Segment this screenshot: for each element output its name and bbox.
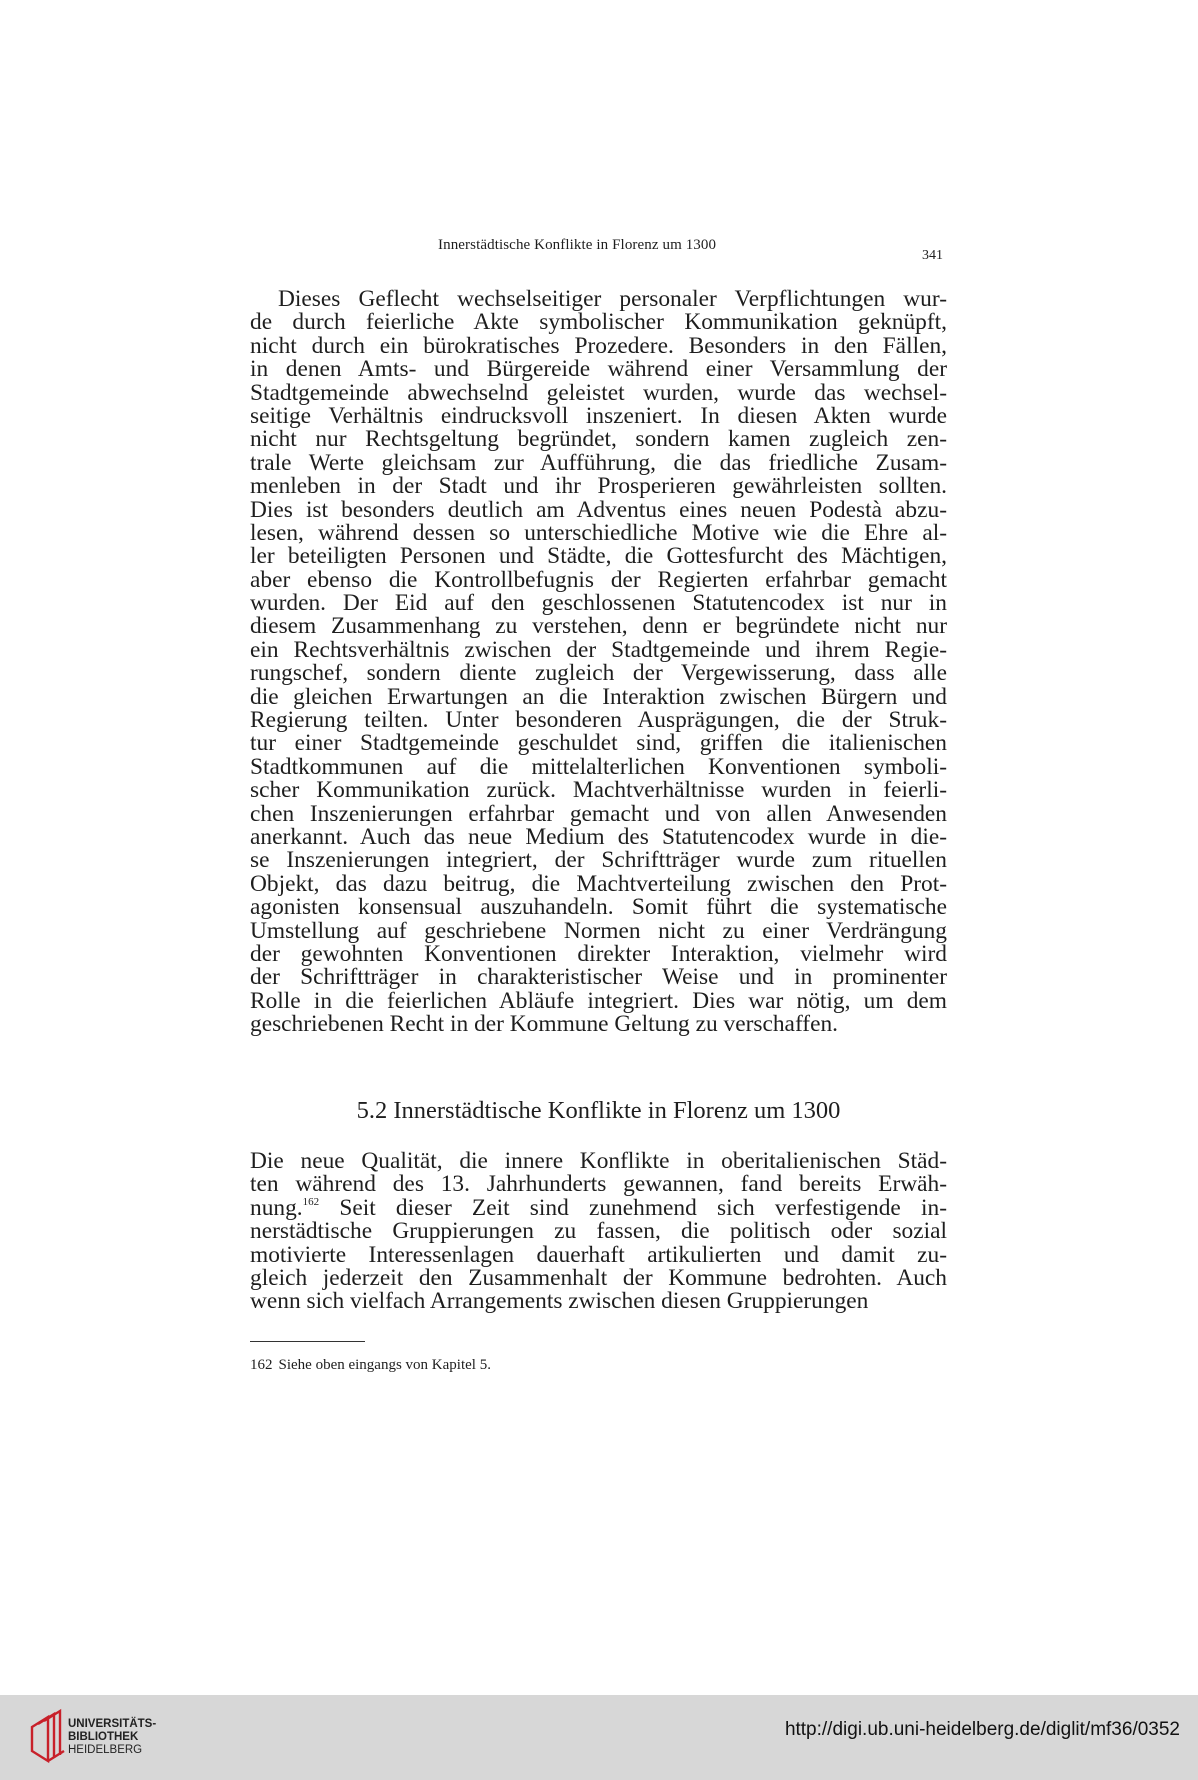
text-line: geschriebenen Recht in der Kommune Geltung zu verschaffen. (250, 1011, 839, 1038)
footnote-divider (250, 1341, 365, 1342)
text-line: diesem Zusammenhang zu verstehen, denn er begründete nicht nur (250, 613, 947, 640)
text-line: de durch feierliche Akte symbolischer Kommunikation geknüpft, (250, 309, 947, 336)
library-name (68, 1718, 156, 1757)
footnote-number: 162 (250, 1357, 273, 1373)
text-line: motivierte Interessenlagen dauerhaft artikulierten und damit zu- (250, 1241, 947, 1268)
text-line: Objekt, das dazu beitrug, die Machtverteilung zwischen den Prot- (250, 870, 947, 897)
text-fragment: nung. (250, 1194, 303, 1221)
text-line: Stadtgemeinde abwechselnd geleistet wurden, wurde das wechsel- (250, 379, 947, 406)
text-line: wurden. Der Eid auf den geschlossenen Statutencodex ist nur in (250, 590, 947, 617)
section-heading: 5.2 Innerstädtische Konflikte in Florenz um 1300 (356, 1097, 841, 1124)
text-line: wenn sich vielfach Arrangements zwischen diesen Gruppierungen (250, 1288, 869, 1315)
text-line: Rolle in die feierlichen Abläufe integriert. Dies war nötig, um dem (250, 987, 947, 1014)
text-line: der gewohnten Konventionen direkter Interaktion, vielmehr wird (250, 940, 947, 967)
text-line: anerkannt. Auch das neue Medium des Statutencodex wurde in die- (250, 823, 947, 850)
source-url-link[interactable]: http://digi.ub.uni-heidelberg.de/diglit/mf36/0352 (784, 1719, 1180, 1740)
text-line: Regierung teilten. Unter besonderen Ausprägungen, die der Struk- (250, 707, 947, 734)
text-line: scher Kommunikation zurück. Machtverhältnisse wurden in feierli- (250, 777, 947, 804)
text-line: Dies ist besonders deutlich am Adventus eines neuen Podestà abzu- (250, 496, 947, 523)
library-line: BIBLIOTHEK (68, 1731, 139, 1743)
library-logo-icon (26, 1707, 74, 1765)
text-line: Dieses Geflecht wechselseitiger personaler Verpflichtungen wur- (278, 286, 947, 312)
text-line: tur einer Stadtgemeinde geschuldet sind, griffen die italienischen (250, 730, 947, 757)
text-line: die gleichen Erwartungen an die Interaktion zwischen Bürgern und (250, 683, 947, 710)
text-line: Stadtkommunen auf die mittelalterlichen Konventionen symboli- (250, 753, 947, 780)
page-number: 341 (922, 248, 943, 263)
footer-bar (0, 1695, 1198, 1780)
library-line: UNIVERSITÄTS- (68, 1718, 157, 1730)
footnote-text: Siehe oben eingangs von Kapitel 5. (278, 1357, 491, 1373)
text-line: rungschef, sondern diente zugleich der Vergewisserung, dass alle (250, 660, 947, 687)
running-head: Innerstädtische Konflikte in Florenz um 1300 (438, 237, 717, 253)
body-paragraph-1 (250, 288, 947, 1037)
text-line: nicht durch ein bürokratisches Prozedere. Besonders in den Fällen, (250, 332, 947, 359)
text-line: ler beteiligten Personen und Städte, die Gottesfurcht des Mächtigen, (250, 543, 947, 570)
text-line: aber ebenso die Kontrollbefugnis der Regierten erfahrbar gemacht (250, 566, 947, 593)
text-line: agonisten konsensual auszuhandeln. Somit führt die systematische (250, 894, 947, 921)
text-line: trale Werte gleichsam zur Aufführung, die das friedliche Zusam- (250, 449, 947, 476)
footnote-reference[interactable]: 162 (302, 1195, 320, 1208)
text-line: lesen, während dessen so unterschiedliche Motive wie die Ehre al- (250, 519, 947, 546)
body-paragraph-2 (250, 1150, 947, 1314)
text-line: gleich jederzeit den Zusammenhalt der Kommune bedrohten. Auch (250, 1264, 947, 1291)
text-fragment: Seit dieser Zeit sind zunehmend sich verfestigende in- (319, 1194, 947, 1221)
text-line: nicht nur Rechtsgeltung begründet, sondern kamen zugleich zen- (250, 426, 947, 453)
library-line: HEIDELBERG (68, 1744, 143, 1756)
text-line: seitige Verhältnis eindrucksvoll inszeniert. In diesen Akten wurde (250, 402, 947, 429)
text-line: nerstädtische Gruppierungen zu fassen, die politisch oder sozial (250, 1218, 947, 1245)
text-line: chen Inszenierungen erfahrbar gemacht und von allen Anwesenden (250, 800, 947, 827)
text-line: se Inszenierungen integriert, der Schriftträger wurde zum rituellen (250, 847, 947, 874)
footnote (250, 1357, 491, 1374)
text-line: ten während des 13. Jahrhunderts gewannen, fand bereits Erwäh- (250, 1171, 947, 1198)
text-line: der Schriftträger in charakteristischer Weise und in prominenter (250, 964, 947, 991)
text-line: Umstellung auf geschriebene Normen nicht zu einer Verdrängung (250, 917, 947, 944)
text-line: in denen Amts- und Bürgereide während einer Versammlung der (250, 356, 947, 383)
text-line: Die neue Qualität, die innere Konflikte in oberitalienischen Städ- (250, 1148, 947, 1174)
text-line: menleben in der Stadt und ihr Prosperieren gewährleisten sollten. (250, 473, 947, 500)
text-line: ein Rechtsverhältnis zwischen der Stadtgemeinde und ihrem Regie- (250, 636, 947, 663)
text-line (250, 1194, 947, 1221)
